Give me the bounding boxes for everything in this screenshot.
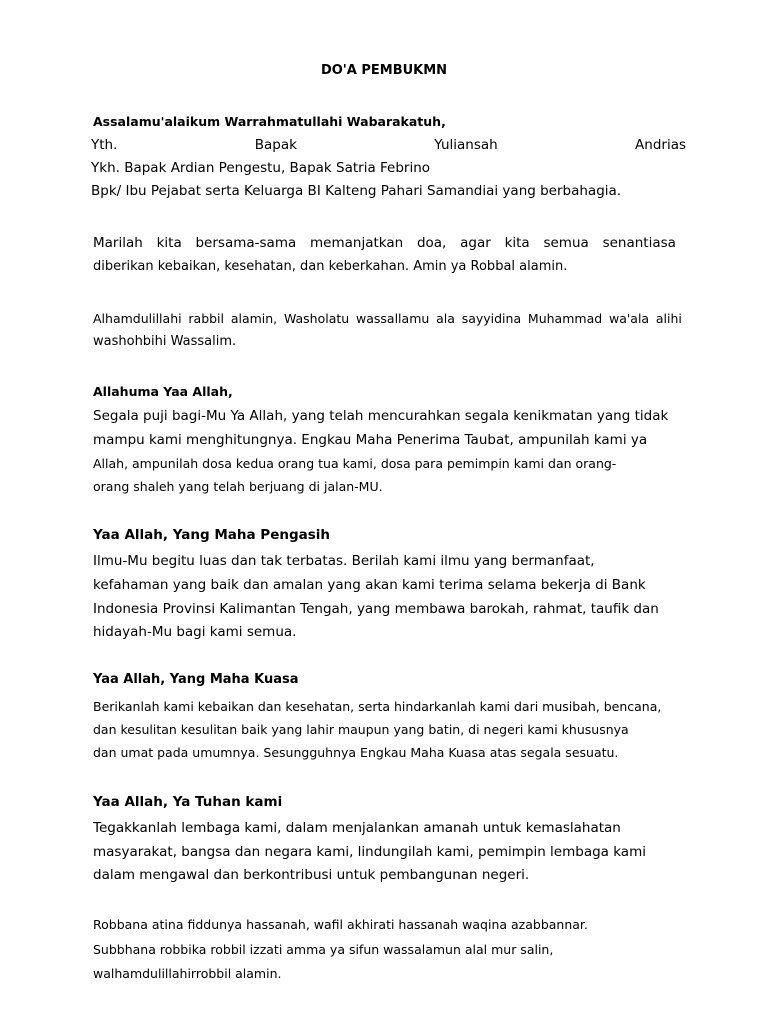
section-line: kefahaman yang baik dan amalan yang akan kami terima selama bekerja di Bank	[93, 577, 646, 593]
salawat-line-2: washohbihi Wassalim.	[93, 334, 237, 349]
section-line: Indonesia Provinsi Kalimantan Tengah, yang membawa barokah, rahmat, taufik dan	[93, 601, 659, 617]
word: doa,	[416, 235, 447, 251]
closing-line: Robbana atina fiddunya hassanah, wafil akhirati hassanah waqina azabbannar.	[93, 917, 588, 932]
word: Yth.	[91, 137, 118, 153]
section-line: mampu kami menghitungnya. Engkau Maha Penerima Taubat, ampunilah kami ya	[93, 432, 648, 448]
closing-line: Subbhana robbika robbil izzati amma ya sifun wassalamun alal mur salin,	[93, 942, 554, 957]
word: Muhammad	[527, 311, 603, 326]
addressee-line-2: Ykh. Bapak Ardian Pengestu, Bapak Satria Febrino	[91, 160, 431, 176]
section-heading: Yaa Allah, Yang Maha Pengasih	[93, 527, 331, 543]
closing-line: walhamdulillahirrobbil alamin.	[93, 966, 282, 981]
section-heading: Yaa Allah, Ya Tuhan kami	[93, 794, 283, 810]
word: wa'ala	[608, 311, 650, 326]
section-line: Ilmu-Mu begitu luas dan tak terbatas. Berilah kami ilmu yang bermanfaat,	[93, 553, 595, 569]
word: sayyidina	[461, 311, 522, 326]
word: memanjatkan	[310, 235, 404, 251]
document-title: DO'A PEMBUKMN	[320, 63, 448, 78]
word: kita	[504, 235, 530, 251]
word: alihi	[655, 311, 682, 326]
word: ala	[436, 311, 455, 326]
word: Alhamdulillahi	[93, 311, 182, 326]
addressee-line-3: Bpk/ Ibu Pejabat serta Keluarga BI Kalteng Pahari Samandiai yang berbahagia.	[91, 183, 622, 199]
salawat-line-1	[93, 311, 682, 326]
word: agar	[460, 235, 491, 251]
section-line: Berikanlah kami kebaikan dan kesehatan, serta hindarkanlah kami dari musibah, bencana,	[93, 699, 662, 714]
opening-line-2: diberikan kebaikan, kesehatan, dan keberkahan. Amin ya Robbal alamin.	[93, 259, 568, 274]
section-heading: Allahuma Yaa Allah,	[93, 384, 233, 399]
section-line: masyarakat, bangsa dan negara kami, lindungilah kami, pemimpin lembaga kami	[93, 844, 646, 860]
word: alamin,	[230, 311, 278, 326]
word: Marilah	[93, 235, 143, 251]
word: Yuliansah	[434, 137, 498, 153]
word: rabbil	[188, 311, 225, 326]
word: Washolatu	[283, 311, 350, 326]
word: semua	[543, 235, 589, 251]
word: Andrias	[635, 137, 686, 153]
word: senantiasa	[602, 235, 676, 251]
section-heading: Yaa Allah, Yang Maha Kuasa	[93, 672, 299, 687]
section-line: Allah, ampunilah dosa kedua orang tua kami, dosa para pemimpin kami dan orang-	[93, 456, 617, 471]
word: kita	[156, 235, 182, 251]
section-line: hidayah-Mu bagi kami semua.	[93, 624, 297, 640]
word: bersama-sama	[195, 235, 297, 251]
greeting: Assalamu'alaikum Warrahmatullahi Wabarakatuh,	[93, 114, 446, 129]
section-line: Tegakkanlah lembaga kami, dalam menjalankan amanah untuk kemaslahatan	[93, 820, 621, 836]
section-line: dalam mengawal dan berkontribusi untuk pembangunan negeri.	[93, 867, 530, 883]
word: wassallamu	[356, 311, 430, 326]
section-line: orang shaleh yang telah berjuang di jalan-MU.	[93, 479, 383, 494]
section-line: dan kesulitan kesulitan baik yang lahir maupun yang batin, di negeri kami khususnya	[93, 722, 629, 737]
opening-line-1	[93, 235, 676, 251]
addressee-line-1	[91, 137, 686, 153]
section-line: Segala puji bagi-Mu Ya Allah, yang telah mencurahkan segala kenikmatan yang tidak	[93, 408, 669, 424]
section-line: dan umat pada umumnya. Sesungguhnya Engkau Maha Kuasa atas segala sesuatu.	[93, 745, 619, 760]
word: Bapak	[254, 137, 297, 153]
